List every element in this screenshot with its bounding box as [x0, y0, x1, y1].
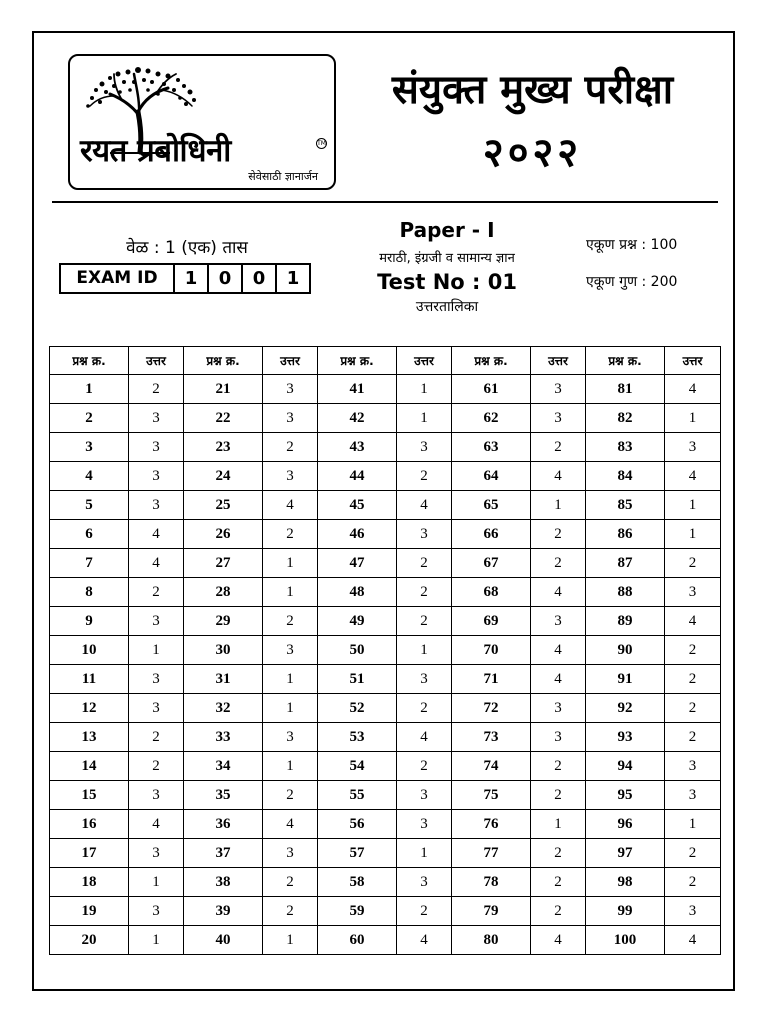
question-number-cell: 74	[452, 752, 531, 781]
question-number-cell: 83	[586, 433, 665, 462]
question-number-cell: 12	[50, 694, 129, 723]
question-number-cell: 56	[318, 810, 397, 839]
answer-cell: 1	[263, 694, 318, 723]
question-number-cell: 41	[318, 375, 397, 404]
answer-cell: 2	[263, 781, 318, 810]
exam-id-digit: 0	[243, 265, 277, 292]
question-number-cell: 48	[318, 578, 397, 607]
answer-cell: 1	[665, 520, 721, 549]
answer-cell: 2	[397, 578, 452, 607]
answer-cell: 4	[531, 665, 586, 694]
answer-cell: 3	[397, 781, 452, 810]
question-number-cell: 45	[318, 491, 397, 520]
question-number-cell: 55	[318, 781, 397, 810]
answer-cell: 4	[531, 636, 586, 665]
table-row	[50, 752, 721, 781]
table-row	[50, 810, 721, 839]
question-number-cell: 24	[184, 462, 263, 491]
exam-id-box	[59, 263, 311, 294]
question-number-cell: 58	[318, 868, 397, 897]
test-number: Test No : 01	[377, 270, 517, 294]
table-row	[50, 723, 721, 752]
question-number-cell: 59	[318, 897, 397, 926]
answer-cell: 3	[263, 636, 318, 665]
answer-cell: 1	[397, 375, 452, 404]
question-number-cell: 3	[50, 433, 129, 462]
question-number-cell: 14	[50, 752, 129, 781]
question-number-cell: 100	[586, 926, 665, 955]
question-number-cell: 88	[586, 578, 665, 607]
question-number-cell: 60	[318, 926, 397, 955]
answer-cell: 3	[531, 723, 586, 752]
answer-cell: 1	[397, 636, 452, 665]
question-number-cell: 65	[452, 491, 531, 520]
answer-cell: 2	[665, 868, 721, 897]
answer-cell: 3	[129, 897, 184, 926]
question-number-cell: 15	[50, 781, 129, 810]
answer-cell: 3	[263, 375, 318, 404]
answer-cell: 3	[531, 694, 586, 723]
answer-cell: 3	[129, 462, 184, 491]
answer-cell: 3	[129, 781, 184, 810]
answer-cell: 4	[263, 810, 318, 839]
question-number-cell: 9	[50, 607, 129, 636]
exam-id-label: EXAM ID	[61, 265, 175, 292]
question-number-cell: 72	[452, 694, 531, 723]
question-number-cell: 1	[50, 375, 129, 404]
column-header-question-no: प्रश्न क्र.	[452, 347, 531, 375]
answer-cell: 1	[665, 810, 721, 839]
exam-title: संयुक्त मुख्य परीक्षा	[391, 67, 674, 113]
question-number-cell: 71	[452, 665, 531, 694]
answer-cell: 3	[531, 404, 586, 433]
table-row	[50, 781, 721, 810]
answer-cell: 3	[129, 694, 184, 723]
question-number-cell: 29	[184, 607, 263, 636]
answer-cell: 1	[531, 491, 586, 520]
answer-cell: 2	[665, 694, 721, 723]
question-number-cell: 50	[318, 636, 397, 665]
question-number-cell: 2	[50, 404, 129, 433]
question-number-cell: 52	[318, 694, 397, 723]
answer-key-label: उत्तरतालिका	[415, 299, 479, 315]
question-number-cell: 20	[50, 926, 129, 955]
answer-cell: 3	[665, 578, 721, 607]
answer-cell: 1	[397, 404, 452, 433]
column-header-question-no: प्रश्न क्र.	[586, 347, 665, 375]
answer-cell: 4	[263, 491, 318, 520]
answer-cell: 3	[129, 839, 184, 868]
answer-cell: 1	[263, 752, 318, 781]
question-number-cell: 47	[318, 549, 397, 578]
answer-cell: 1	[665, 404, 721, 433]
trademark-mark: TM	[317, 140, 326, 147]
answer-cell: 4	[665, 462, 721, 491]
answer-cell: 4	[129, 549, 184, 578]
answer-cell: 3	[263, 723, 318, 752]
answer-cell: 2	[531, 549, 586, 578]
answer-cell: 2	[263, 897, 318, 926]
question-number-cell: 44	[318, 462, 397, 491]
answer-cell: 2	[531, 433, 586, 462]
answer-cell: 1	[263, 578, 318, 607]
question-number-cell: 91	[586, 665, 665, 694]
answer-cell: 2	[263, 520, 318, 549]
answer-cell: 3	[263, 462, 318, 491]
answer-cell: 4	[665, 607, 721, 636]
brand-tagline: सेवेसाठी ज्ञानार्जन	[248, 170, 318, 183]
question-number-cell: 66	[452, 520, 531, 549]
answer-cell: 4	[665, 926, 721, 955]
answer-cell: 2	[129, 752, 184, 781]
table-row	[50, 462, 721, 491]
answer-cell: 2	[531, 868, 586, 897]
question-number-cell: 42	[318, 404, 397, 433]
header-divider	[52, 201, 718, 203]
question-number-cell: 89	[586, 607, 665, 636]
question-number-cell: 70	[452, 636, 531, 665]
answer-cell: 4	[397, 926, 452, 955]
question-number-cell: 76	[452, 810, 531, 839]
exam-duration: वेळ : 1 (एक) तास	[126, 238, 248, 258]
question-number-cell: 43	[318, 433, 397, 462]
question-number-cell: 30	[184, 636, 263, 665]
exam-id-digit: 1	[175, 265, 209, 292]
answer-cell: 1	[263, 549, 318, 578]
answer-cell: 4	[531, 578, 586, 607]
question-number-cell: 92	[586, 694, 665, 723]
question-number-cell: 22	[184, 404, 263, 433]
table-row	[50, 636, 721, 665]
answer-cell: 1	[665, 491, 721, 520]
question-number-cell: 35	[184, 781, 263, 810]
question-number-cell: 75	[452, 781, 531, 810]
answer-cell: 2	[397, 752, 452, 781]
question-number-cell: 46	[318, 520, 397, 549]
answer-cell: 2	[129, 723, 184, 752]
question-number-cell: 26	[184, 520, 263, 549]
answer-key-table	[49, 346, 721, 955]
answer-cell: 2	[531, 839, 586, 868]
answer-cell: 2	[397, 694, 452, 723]
answer-cell: 1	[129, 926, 184, 955]
answer-cell: 2	[397, 607, 452, 636]
question-number-cell: 27	[184, 549, 263, 578]
question-number-cell: 94	[586, 752, 665, 781]
table-row	[50, 549, 721, 578]
table-row	[50, 578, 721, 607]
question-number-cell: 18	[50, 868, 129, 897]
question-number-cell: 32	[184, 694, 263, 723]
answer-cell: 4	[397, 491, 452, 520]
answer-cell: 3	[129, 404, 184, 433]
table-row	[50, 404, 721, 433]
question-number-cell: 63	[452, 433, 531, 462]
question-number-cell: 97	[586, 839, 665, 868]
answer-cell: 3	[129, 665, 184, 694]
answer-cell: 1	[129, 636, 184, 665]
question-number-cell: 5	[50, 491, 129, 520]
exam-year: २०२२	[482, 130, 583, 176]
answer-cell: 2	[665, 665, 721, 694]
exam-id-digit: 0	[209, 265, 243, 292]
question-number-cell: 21	[184, 375, 263, 404]
answer-cell: 3	[665, 781, 721, 810]
answer-cell: 2	[397, 897, 452, 926]
column-header-question-no: प्रश्न क्र.	[184, 347, 263, 375]
question-number-cell: 93	[586, 723, 665, 752]
question-number-cell: 80	[452, 926, 531, 955]
answer-cell: 4	[665, 375, 721, 404]
column-header-answer: उत्तर	[129, 347, 184, 375]
answer-cell: 4	[531, 462, 586, 491]
answer-cell: 1	[263, 665, 318, 694]
question-number-cell: 81	[586, 375, 665, 404]
question-number-cell: 64	[452, 462, 531, 491]
question-number-cell: 39	[184, 897, 263, 926]
answer-cell: 1	[397, 839, 452, 868]
table-row	[50, 491, 721, 520]
column-header-answer: उत्तर	[263, 347, 318, 375]
answer-cell: 2	[129, 578, 184, 607]
brand-name: रयत प्रबोधिनी	[80, 133, 231, 169]
answer-cell: 4	[129, 810, 184, 839]
table-row	[50, 839, 721, 868]
answer-cell: 2	[665, 723, 721, 752]
answer-cell: 3	[531, 375, 586, 404]
answer-cell: 2	[665, 636, 721, 665]
table-header-row	[50, 347, 721, 375]
column-header-answer: उत्तर	[531, 347, 586, 375]
paper-subjects: मराठी, इंग्रजी व सामान्य ज्ञान	[379, 251, 515, 266]
question-number-cell: 7	[50, 549, 129, 578]
question-number-cell: 96	[586, 810, 665, 839]
answer-cell: 3	[665, 897, 721, 926]
question-number-cell: 90	[586, 636, 665, 665]
answer-cell: 2	[665, 549, 721, 578]
answer-cell: 4	[531, 926, 586, 955]
table-row	[50, 433, 721, 462]
answer-cell: 2	[531, 781, 586, 810]
question-number-cell: 79	[452, 897, 531, 926]
answer-cell: 3	[263, 404, 318, 433]
answer-cell: 2	[263, 433, 318, 462]
answer-cell: 3	[665, 752, 721, 781]
question-number-cell: 4	[50, 462, 129, 491]
question-number-cell: 53	[318, 723, 397, 752]
question-number-cell: 40	[184, 926, 263, 955]
brand-logo	[68, 54, 336, 190]
question-number-cell: 34	[184, 752, 263, 781]
answer-cell: 1	[129, 868, 184, 897]
question-number-cell: 68	[452, 578, 531, 607]
answer-cell: 3	[397, 520, 452, 549]
answer-cell: 4	[129, 520, 184, 549]
question-number-cell: 99	[586, 897, 665, 926]
table-row	[50, 897, 721, 926]
answer-cell: 2	[263, 868, 318, 897]
question-number-cell: 8	[50, 578, 129, 607]
table-row	[50, 375, 721, 404]
table-row	[50, 926, 721, 955]
question-number-cell: 49	[318, 607, 397, 636]
question-number-cell: 86	[586, 520, 665, 549]
answer-cell: 3	[397, 810, 452, 839]
table-row	[50, 607, 721, 636]
answer-cell: 3	[263, 839, 318, 868]
question-number-cell: 25	[184, 491, 263, 520]
answer-cell: 2	[531, 520, 586, 549]
answer-cell: 2	[263, 607, 318, 636]
table-row	[50, 520, 721, 549]
answer-cell: 3	[397, 433, 452, 462]
answer-cell: 3	[531, 607, 586, 636]
question-number-cell: 36	[184, 810, 263, 839]
question-number-cell: 11	[50, 665, 129, 694]
answer-cell: 3	[397, 665, 452, 694]
answer-cell: 1	[531, 810, 586, 839]
answer-cell: 3	[397, 868, 452, 897]
question-number-cell: 78	[452, 868, 531, 897]
question-number-cell: 54	[318, 752, 397, 781]
question-number-cell: 17	[50, 839, 129, 868]
answer-cell: 2	[397, 549, 452, 578]
question-number-cell: 82	[586, 404, 665, 433]
question-number-cell: 31	[184, 665, 263, 694]
question-number-cell: 57	[318, 839, 397, 868]
question-number-cell: 23	[184, 433, 263, 462]
question-number-cell: 62	[452, 404, 531, 433]
question-number-cell: 13	[50, 723, 129, 752]
question-number-cell: 51	[318, 665, 397, 694]
table-row	[50, 665, 721, 694]
answer-cell: 2	[665, 839, 721, 868]
question-number-cell: 16	[50, 810, 129, 839]
question-number-cell: 61	[452, 375, 531, 404]
question-number-cell: 37	[184, 839, 263, 868]
column-header-question-no: प्रश्न क्र.	[318, 347, 397, 375]
paper-label: Paper - I	[399, 218, 495, 242]
total-questions: एकूण प्रश्न : 100	[586, 237, 678, 253]
question-number-cell: 33	[184, 723, 263, 752]
table-row	[50, 694, 721, 723]
question-number-cell: 10	[50, 636, 129, 665]
question-number-cell: 28	[184, 578, 263, 607]
question-number-cell: 6	[50, 520, 129, 549]
column-header-answer: उत्तर	[665, 347, 721, 375]
question-number-cell: 84	[586, 462, 665, 491]
column-header-answer: उत्तर	[397, 347, 452, 375]
total-marks: एकूण गुण : 200	[586, 274, 678, 290]
answer-cell: 2	[531, 897, 586, 926]
question-number-cell: 38	[184, 868, 263, 897]
question-number-cell: 77	[452, 839, 531, 868]
answer-cell: 3	[129, 491, 184, 520]
exam-id-digit: 1	[286, 268, 300, 289]
question-number-cell: 85	[586, 491, 665, 520]
question-number-cell: 87	[586, 549, 665, 578]
column-header-question-no: प्रश्न क्र.	[50, 347, 129, 375]
question-number-cell: 69	[452, 607, 531, 636]
answer-cell: 2	[397, 462, 452, 491]
answer-cell: 3	[129, 607, 184, 636]
question-number-cell: 98	[586, 868, 665, 897]
answer-cell: 4	[397, 723, 452, 752]
answer-cell: 3	[129, 433, 184, 462]
table-row	[50, 868, 721, 897]
question-number-cell: 67	[452, 549, 531, 578]
answer-cell: 1	[263, 926, 318, 955]
question-number-cell: 19	[50, 897, 129, 926]
question-number-cell: 95	[586, 781, 665, 810]
question-number-cell: 73	[452, 723, 531, 752]
answer-cell: 2	[531, 752, 586, 781]
answer-cell: 2	[129, 375, 184, 404]
answer-cell: 3	[665, 433, 721, 462]
